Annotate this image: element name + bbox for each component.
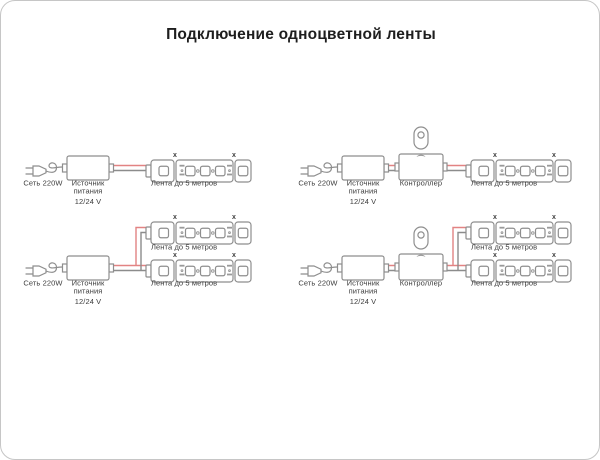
- power-supply-box: [338, 256, 389, 280]
- controller-label: Контроллер: [399, 278, 443, 288]
- strip-label-top: Лента до 5 метров: [471, 242, 538, 252]
- cut-mark: x: [173, 214, 177, 221]
- psu-voltage-label: 12/24 V: [349, 197, 377, 206]
- mains-label: Сеть 220W: [23, 278, 63, 288]
- mains-label: Сеть 220W: [298, 178, 338, 188]
- psu-label-line2: питания: [348, 186, 378, 196]
- psu-label-line1: Источник: [71, 178, 105, 188]
- cut-mark: x: [232, 152, 236, 159]
- psu-label-line2: питания: [73, 286, 103, 296]
- psu-voltage-label: 12/24 V: [74, 197, 102, 206]
- cut-mark: x: [493, 214, 497, 221]
- plug-icon: [26, 263, 63, 276]
- strip-label-top: Лента до 5 метров: [151, 242, 218, 252]
- controller-box: [395, 154, 447, 180]
- cut-mark: x: [552, 252, 556, 259]
- plug-icon: [301, 163, 338, 176]
- power-supply-box: [63, 156, 114, 180]
- cut-mark: x: [493, 152, 497, 159]
- psu-voltage-label: 12/24 V: [349, 297, 377, 306]
- cut-mark: x: [173, 152, 177, 159]
- psu-label-line1: Источник: [71, 278, 105, 288]
- cut-mark: x: [232, 252, 236, 259]
- psu-label-line1: Источник: [346, 278, 380, 288]
- controller-label: Контроллер: [399, 178, 443, 188]
- diagram-dual-strip-with-controller: [298, 214, 571, 306]
- power-supply-box: [63, 256, 114, 280]
- diagram-dual-strip: [23, 214, 251, 306]
- controller-box: [395, 254, 447, 280]
- diagram-single-strip: [23, 152, 251, 206]
- strip-label-bottom: Лента до 5 метров: [151, 278, 218, 288]
- psu-label-line2: питания: [73, 186, 103, 196]
- cut-mark: x: [552, 214, 556, 221]
- psu-label-line2: питания: [348, 286, 378, 296]
- page-title: Подключение одноцветной ленты: [166, 26, 436, 43]
- remote-icon: [414, 127, 428, 157]
- plug-icon: [26, 163, 63, 176]
- psu-label-line1: Источник: [346, 178, 380, 188]
- wiring-diagram-canvas: [1, 1, 600, 460]
- psu-voltage-label: 12/24 V: [74, 297, 102, 306]
- led-strip-top: [146, 222, 251, 244]
- mains-label: Сеть 220W: [298, 278, 338, 288]
- strip-label-bottom: Лента до 5 метров: [471, 278, 538, 288]
- cut-mark: x: [173, 252, 177, 259]
- remote-icon: [414, 227, 428, 257]
- cut-mark: x: [493, 252, 497, 259]
- led-strip-top: [466, 222, 571, 244]
- diagram-single-strip-with-controller: [298, 127, 571, 206]
- strip-label: Лента до 5 метров: [151, 178, 218, 188]
- plug-icon: [301, 263, 338, 276]
- strip-label: Лента до 5 метров: [471, 178, 538, 188]
- power-supply-box: [338, 156, 389, 180]
- cut-mark: x: [232, 214, 236, 221]
- cut-mark: x: [552, 152, 556, 159]
- mains-label: Сеть 220W: [23, 178, 63, 188]
